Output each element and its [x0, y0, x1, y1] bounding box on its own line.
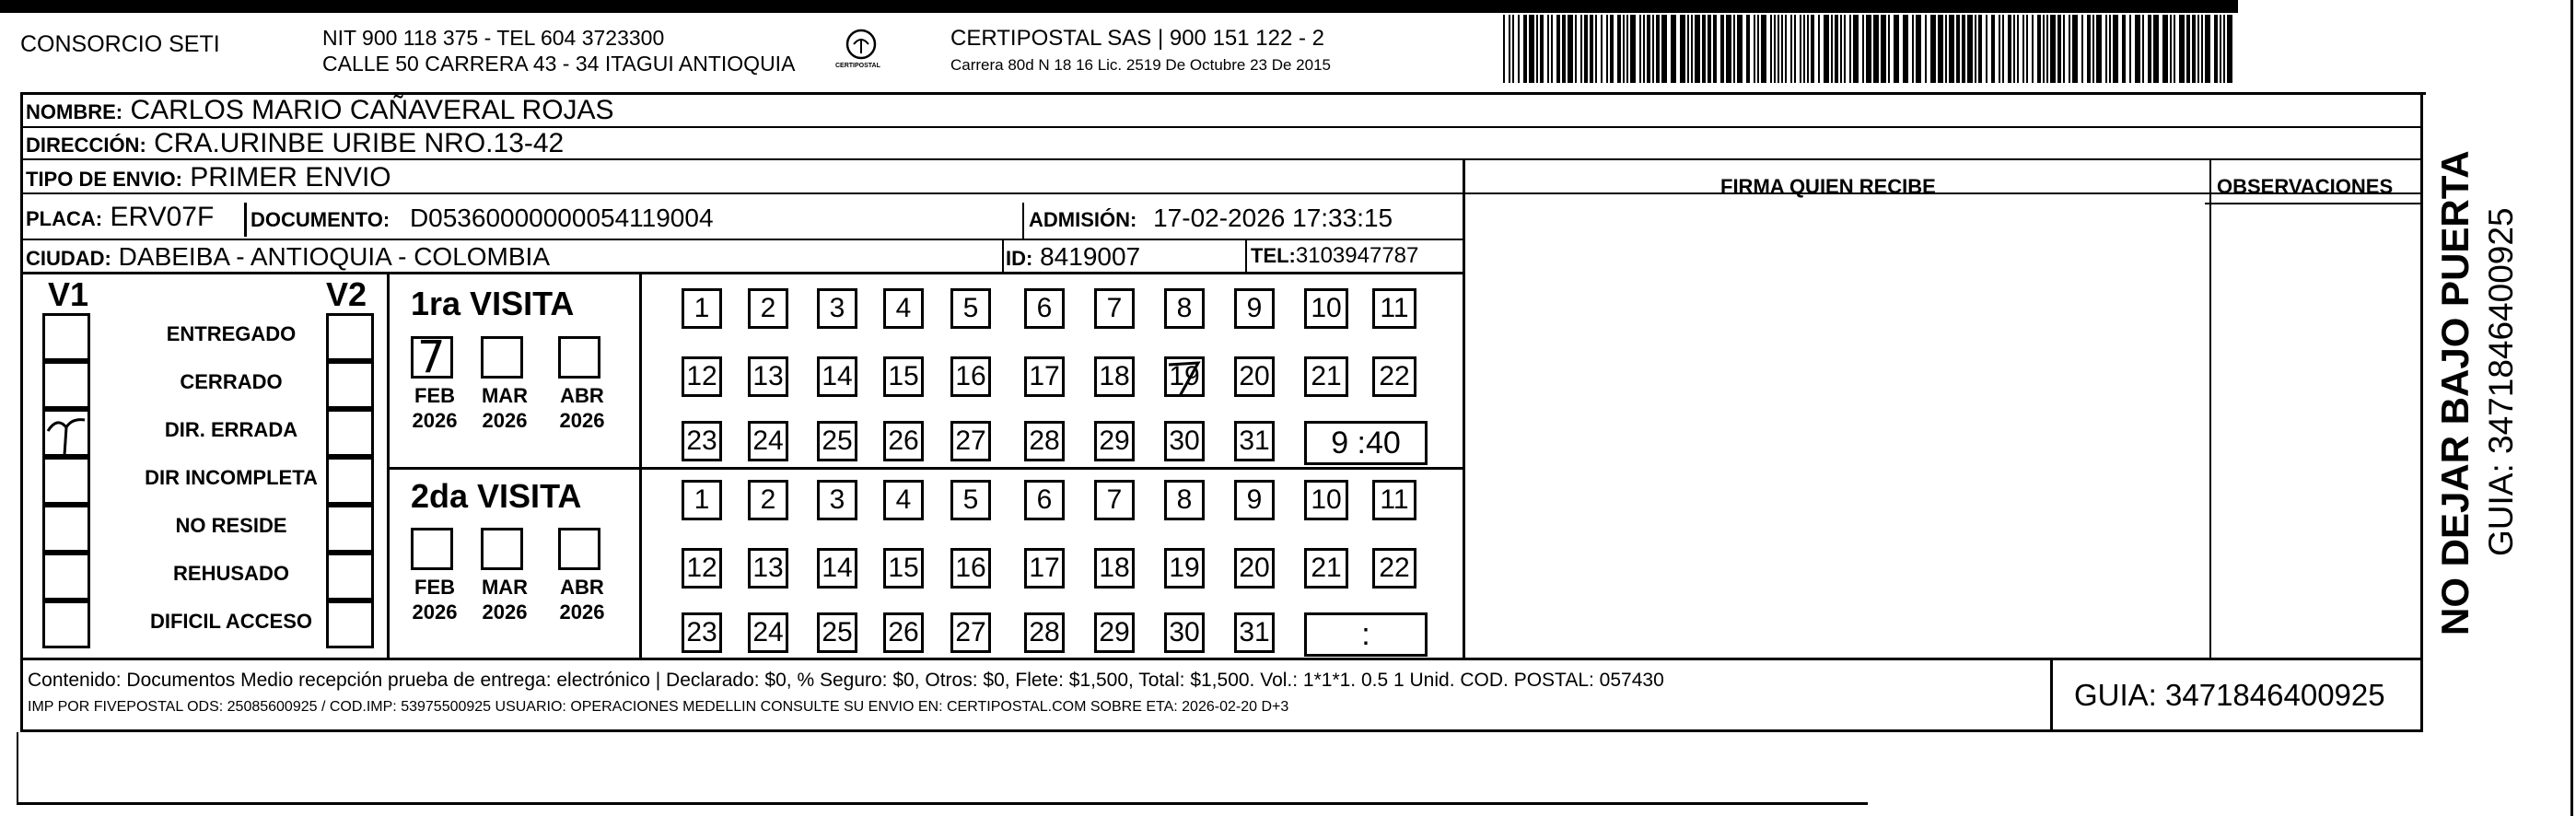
day-number: 13 [752, 361, 784, 391]
tipo-value: PRIMER ENVIO [190, 162, 391, 192]
v2-checkbox[interactable] [326, 553, 374, 600]
v2-checkbox[interactable] [326, 600, 374, 648]
day-box[interactable] [950, 480, 991, 520]
day-number: 27 [955, 617, 986, 647]
day-box[interactable] [1234, 480, 1275, 520]
carrier-line: CERTIPOSTAL SAS | 900 151 122 - 2 [950, 26, 1324, 51]
row-line [20, 192, 2423, 194]
month-label: FEB [414, 576, 455, 599]
day-box[interactable] [1304, 288, 1348, 329]
row-line [20, 158, 2423, 160]
firma-divider [1463, 158, 1465, 659]
admision-label: ADMISIÓN: [1029, 208, 1137, 231]
v1-checkbox[interactable] [42, 553, 90, 600]
day-box[interactable] [1164, 612, 1205, 653]
day-number: 31 [1239, 425, 1270, 456]
month-label: FEB [414, 384, 455, 407]
day-number: 10 [1311, 293, 1342, 323]
status-label: DIR INCOMPLETA [145, 466, 318, 489]
day-box[interactable] [682, 480, 722, 520]
admision-row [1029, 205, 1393, 231]
time-value: : [1361, 616, 1370, 652]
day-number: 5 [962, 293, 979, 323]
contenido-text: Contenido: Documentos Medio recepción prueba de entrega: electrónico | Declarado: $0, % Seguro: $0, Otros: $0, Flete: $1,500, Total: $1,500. Vol.: 1*1*1. 0.5 1 Unid. COD. POSTAL: 057430 [28, 670, 1664, 691]
day-box[interactable] [1164, 548, 1205, 589]
day-number: 20 [1239, 361, 1270, 391]
day-box[interactable] [1024, 421, 1065, 461]
v1-checkbox[interactable] [42, 600, 90, 648]
day-box[interactable] [1304, 480, 1348, 520]
day-box[interactable] [1372, 480, 1416, 520]
month-checkbox[interactable] [481, 528, 523, 570]
v1-checkbox[interactable] [42, 505, 90, 553]
month-label: MAR [481, 576, 529, 599]
day-box[interactable] [1164, 421, 1205, 461]
day-box[interactable] [1164, 480, 1205, 520]
guia-box-divider [2050, 658, 2053, 729]
right-edge-line [2570, 0, 2573, 816]
v2-checkbox[interactable] [326, 409, 374, 457]
day-box[interactable] [1024, 612, 1065, 653]
day-box[interactable] [950, 548, 991, 589]
cell-divider [1022, 203, 1024, 239]
day-box[interactable] [1024, 288, 1065, 329]
day-number: 1 [694, 484, 710, 515]
day-box[interactable] [1094, 612, 1135, 653]
status-label: ENTREGADO [166, 322, 297, 345]
day-box[interactable] [1024, 480, 1065, 520]
cell-divider [1245, 240, 1247, 273]
year-label: 2026 [559, 600, 605, 624]
documento-label: DOCUMENTO: [251, 208, 390, 231]
day-box[interactable] [950, 421, 991, 461]
day-number: 12 [686, 553, 717, 583]
day-box[interactable] [748, 421, 788, 461]
direccion-value: CRA.URINBE URIBE NRO.13-42 [154, 128, 565, 158]
nit-line: NIT 900 118 375 - TEL 604 3723300 [322, 26, 665, 50]
second-visit-title: 2da VISITA [411, 477, 582, 515]
day-box[interactable] [883, 480, 924, 520]
day-box[interactable] [1304, 548, 1348, 589]
day-box[interactable] [883, 612, 924, 653]
status-label: DIFICIL ACCESO [149, 610, 312, 633]
day-box[interactable] [883, 548, 924, 589]
outer-bottom-line [17, 802, 1868, 805]
v2-checkbox[interactable] [326, 313, 374, 361]
main-left-line [20, 92, 23, 732]
day-box[interactable] [1372, 356, 1416, 397]
day-box[interactable] [817, 548, 857, 589]
day-number: 19 [1169, 361, 1200, 391]
nombre-label: NOMBRE: [26, 100, 123, 123]
month-label: ABR [560, 384, 604, 407]
v2-checkbox[interactable] [326, 457, 374, 505]
day-number: 23 [686, 425, 717, 456]
day-number: 20 [1239, 553, 1270, 583]
handwritten-check [44, 411, 90, 457]
footer-guia: GUIA: 3471846400925 [2074, 678, 2385, 712]
v1-checkbox[interactable] [42, 457, 90, 505]
day-number: 6 [1036, 293, 1053, 323]
day-box[interactable] [817, 421, 857, 461]
day-box[interactable] [883, 288, 924, 329]
day-box[interactable] [682, 356, 722, 397]
month-checkbox[interactable] [481, 336, 523, 379]
ciudad-label: CIUDAD: [26, 247, 111, 270]
row-line [20, 272, 1464, 274]
day-number: 23 [686, 617, 717, 647]
day-number: 29 [1099, 425, 1130, 456]
day-box[interactable] [950, 612, 991, 653]
day-box[interactable] [950, 356, 991, 397]
day-box[interactable] [817, 288, 857, 329]
day-box[interactable] [748, 612, 788, 653]
day-number: 21 [1311, 361, 1342, 391]
row-line [20, 239, 1464, 240]
top-border [0, 0, 2238, 13]
company-name: CONSORCIO SETI [20, 31, 220, 57]
observaciones-underline [2205, 203, 2423, 204]
certipostal-logo [833, 26, 889, 77]
day-number: 8 [1176, 484, 1193, 515]
year-label: 2026 [412, 600, 458, 624]
v2-header: V2 [326, 275, 367, 313]
day-number: 28 [1029, 617, 1060, 647]
day-box[interactable] [682, 612, 722, 653]
year-label: 2026 [482, 409, 528, 432]
day-box[interactable] [1234, 548, 1275, 589]
year-label: 2026 [559, 409, 605, 432]
day-number: 11 [1380, 293, 1409, 323]
day-box[interactable] [1094, 356, 1135, 397]
no-dejar-warning: NO DEJAR BAJO PUERTA [2433, 150, 2477, 635]
day-number: 27 [955, 425, 986, 456]
day-number: 8 [1176, 293, 1193, 323]
id-label: ID: [1006, 247, 1033, 270]
tel-label: TEL: [1251, 244, 1296, 267]
day-box[interactable] [1164, 288, 1205, 329]
day-number: 10 [1311, 484, 1342, 515]
day-number: 16 [955, 361, 986, 391]
day-box[interactable] [950, 288, 991, 329]
month-checkbox[interactable] [411, 332, 453, 383]
day-box[interactable] [1234, 612, 1275, 653]
tipo-row [26, 164, 391, 192]
day-number: 22 [1379, 553, 1410, 583]
day-box[interactable] [682, 421, 722, 461]
day-number: 22 [1379, 361, 1410, 391]
day-box[interactable] [1304, 356, 1348, 397]
day-number: 21 [1311, 553, 1342, 583]
day-number: 11 [1380, 484, 1409, 515]
day-number: 7 [1106, 484, 1123, 515]
day-number: 30 [1169, 617, 1200, 647]
day-number: 19 [1169, 553, 1200, 583]
time-value: 9 :40 [1331, 425, 1401, 460]
month-label: MAR [481, 384, 529, 407]
month-checkbox[interactable] [558, 528, 600, 570]
status-label: NO RESIDE [175, 514, 287, 537]
v1-header: V1 [48, 275, 89, 313]
day-box[interactable] [883, 421, 924, 461]
v2-checkbox[interactable] [326, 505, 374, 553]
id-value: 8419007 [1040, 242, 1141, 271]
day-number: 31 [1239, 617, 1270, 647]
time-box[interactable] [1304, 421, 1428, 465]
day-box[interactable] [817, 356, 857, 397]
day-number: 2 [760, 484, 776, 515]
day-number: 18 [1099, 553, 1130, 583]
day-box[interactable] [883, 356, 924, 397]
main-bottom-line [20, 729, 2423, 732]
day-number: 30 [1169, 425, 1200, 456]
ciudad-row [26, 244, 550, 270]
day-number: 25 [822, 617, 853, 647]
observaciones-divider [2209, 158, 2211, 659]
day-number: 2 [760, 293, 776, 323]
day-box[interactable] [1234, 288, 1275, 329]
first-visit-title: 1ra VISITA [411, 285, 575, 322]
day-number: 6 [1036, 484, 1053, 515]
month-checkbox[interactable] [558, 336, 600, 379]
day-number: 9 [1246, 484, 1263, 515]
day-box[interactable] [1094, 480, 1135, 520]
firma-header: FIRMA QUIEN RECIBE [1720, 175, 1936, 198]
day-number: 26 [888, 617, 919, 647]
day-box[interactable] [1094, 288, 1135, 329]
day-number: 17 [1029, 361, 1060, 391]
day-box[interactable] [1024, 356, 1065, 397]
barcode [1503, 15, 2240, 83]
footer-top-line [20, 658, 2423, 660]
day-box[interactable] [817, 612, 857, 653]
placa-row [26, 204, 214, 231]
year-label: 2026 [412, 409, 458, 432]
day-number: 15 [888, 553, 919, 583]
day-box[interactable] [682, 548, 722, 589]
documento-row [251, 205, 714, 231]
day-number: 14 [822, 553, 853, 583]
day-number: 9 [1246, 293, 1263, 323]
day-number: 3 [829, 293, 845, 323]
day-number: 12 [686, 361, 717, 391]
day-box[interactable] [1372, 288, 1416, 329]
day-number: 29 [1099, 617, 1130, 647]
day-number: 17 [1029, 553, 1060, 583]
month-checkbox[interactable] [411, 528, 453, 570]
side-guia: GUIA: 3471846400925 [2482, 207, 2520, 556]
day-number: 4 [895, 293, 912, 323]
day-number: 18 [1099, 361, 1130, 391]
day-number: 26 [888, 425, 919, 456]
day-box[interactable] [1164, 356, 1205, 397]
admision-value: 17-02-2026 17:33:15 [1153, 204, 1393, 232]
status-divider [387, 274, 390, 659]
day-box[interactable] [1234, 421, 1275, 461]
day-box[interactable] [1234, 356, 1275, 397]
nombre-row [26, 97, 614, 124]
documento-value: D05360000000054119004 [409, 204, 714, 232]
day-box[interactable] [1094, 421, 1135, 461]
v1-checkbox[interactable] [42, 361, 90, 409]
visit-divider-h [389, 467, 1463, 470]
day-strike [1167, 359, 1207, 400]
day-number: 4 [895, 484, 912, 515]
day-number: 15 [888, 361, 919, 391]
day-box[interactable] [817, 480, 857, 520]
day-number: 28 [1029, 425, 1060, 456]
day-number: 24 [752, 425, 784, 456]
cell-divider [1002, 240, 1004, 273]
month-label: ABR [560, 576, 604, 599]
placa-value: ERV07F [110, 202, 215, 232]
month-mark: 7 [417, 332, 446, 383]
day-number: 3 [829, 484, 845, 515]
day-number: 14 [822, 361, 853, 391]
status-label: CERRADO [180, 370, 283, 393]
direccion-label: DIRECCIÓN: [26, 134, 146, 157]
id-row [1006, 244, 1140, 270]
observaciones-header: OBSERVACIONES [2217, 175, 2394, 198]
v1-checkbox[interactable] [42, 313, 90, 361]
day-number: 1 [694, 293, 710, 323]
tel-value: 3103947787 [1295, 243, 1419, 268]
day-box[interactable] [748, 288, 788, 329]
direccion-row [26, 130, 564, 157]
tipo-label: TIPO DE ENVIO: [26, 168, 182, 191]
status-label: REHUSADO [173, 562, 289, 585]
day-number: 16 [955, 553, 986, 583]
logo-caption: CERTIPOSTAL [835, 63, 880, 69]
day-box[interactable] [748, 480, 788, 520]
ciudad-value: DABEIBA - ANTIOQUIA - COLOMBIA [118, 242, 551, 271]
nombre-value: CARLOS MARIO CAÑAVERAL ROJAS [130, 95, 614, 125]
day-number: 25 [822, 425, 853, 456]
v2-checkbox[interactable] [326, 361, 374, 409]
day-number: 24 [752, 617, 784, 647]
time-box[interactable] [1304, 612, 1428, 657]
day-box[interactable] [682, 288, 722, 329]
placa-label: PLACA: [26, 207, 103, 230]
day-number: 13 [752, 553, 784, 583]
visit-divider-v [639, 274, 642, 659]
day-number: 7 [1106, 293, 1123, 323]
cell-divider [244, 203, 247, 237]
license-line: Carrera 80d N 18 16 Lic. 2519 De Octubre 23 De 2015 [950, 56, 1331, 74]
day-box[interactable] [748, 548, 788, 589]
main-right-line [2420, 92, 2423, 732]
day-box[interactable] [1024, 548, 1065, 589]
day-number: 5 [962, 484, 979, 515]
outer-left-line [17, 732, 18, 804]
address-line: CALLE 50 CARRERA 43 - 34 ITAGUI ANTIOQUIA [322, 52, 796, 76]
day-box[interactable] [1094, 548, 1135, 589]
imp-text: IMP POR FIVEPOSTAL ODS: 25085600925 / COD.IMP: 53975500925 USUARIO: OPERACIONES MEDELLIN CONSULTE SU ENVIO EN: CERTIPOSTAL.COM SOBRE ETA: 2026-02-20 D+3 [28, 699, 1289, 715]
year-label: 2026 [482, 600, 528, 624]
day-box[interactable] [748, 356, 788, 397]
status-label: DIR. ERRADA [164, 418, 298, 441]
tel-row [1251, 245, 1418, 267]
day-box[interactable] [1372, 548, 1416, 589]
